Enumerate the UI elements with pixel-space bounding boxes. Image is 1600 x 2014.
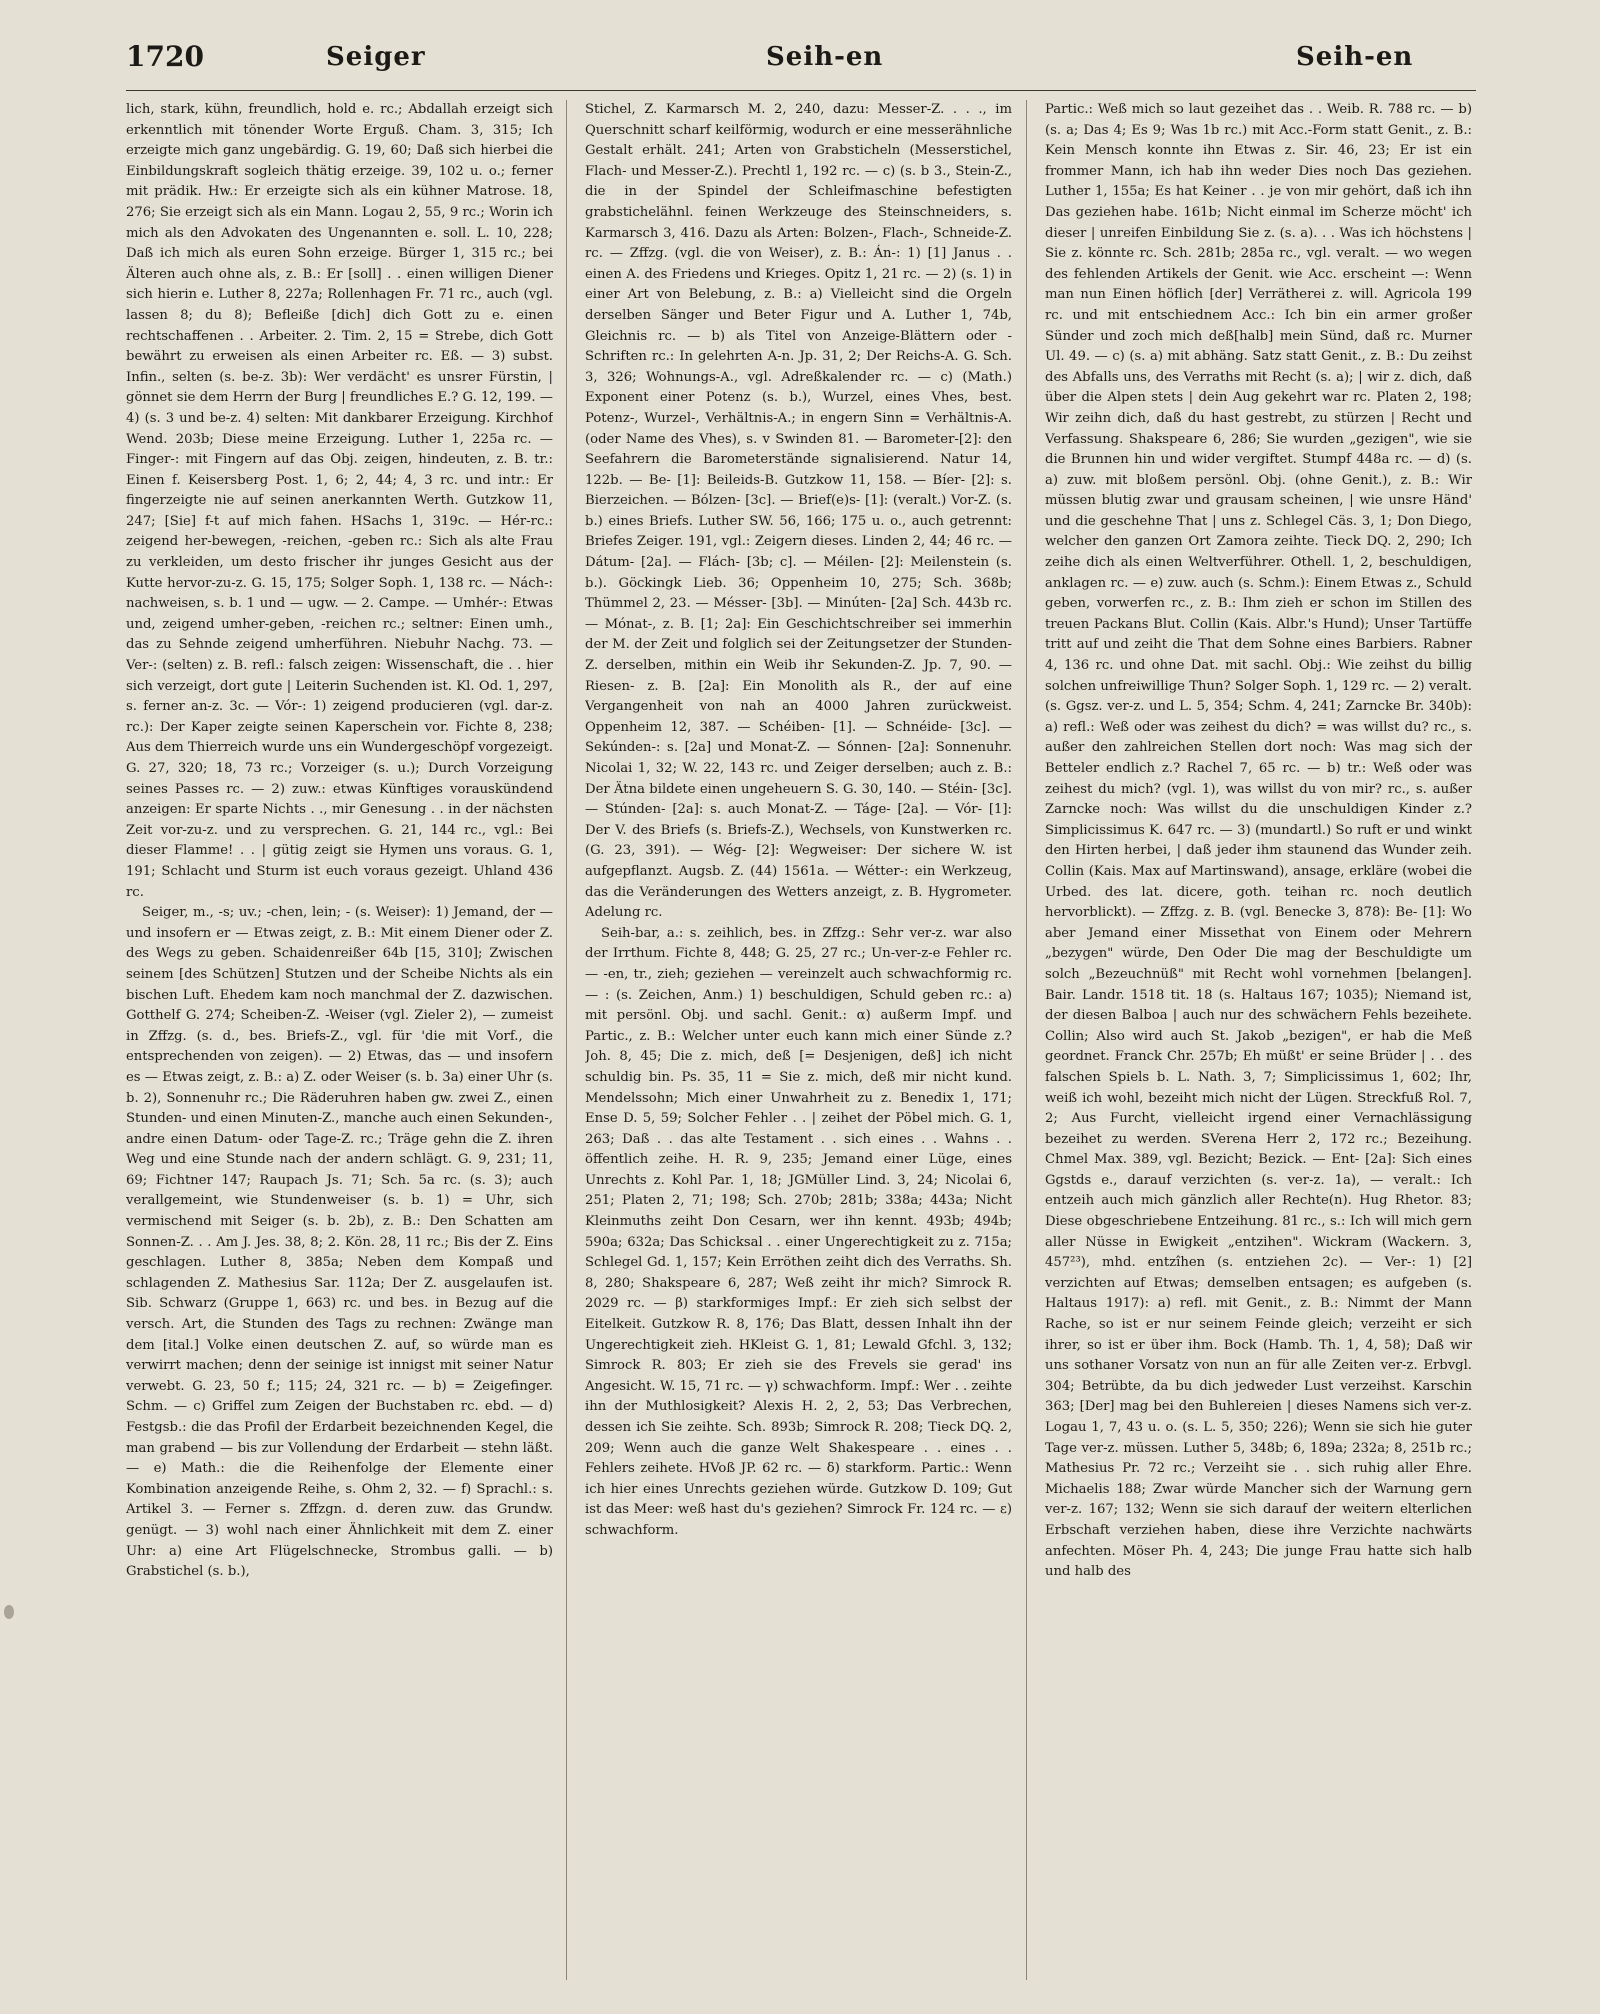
ink-smudge — [4, 1605, 14, 1619]
entry-seihbar: Seih-bar, a.: s. zeihlich, bes. in Zffzg.: Sehr ver-z. war also der Irrthum. Fichte 8, 448; G. 25, 27 rc.; Un-ver-z-e Fehler rc. — -en, tr., zieh; geziehen — vereinzelt auch schwachformig rc. — : (s. Zeichen, Anm.) 1) beschuldigen, Schuld geben rc.: a) mit persönl. Obj. und sachl. Genit.: α) außerm Impf. und Partic., z. B.: Welcher unter euch kann mich einer Sünde z.? Joh. 8, 45; Die z. mich, deß [= Desjenigen, deß] ich nicht schuldig bin. Ps. 35, 11 = Sie z. mich, deß mir nicht kund. Mendelssohn; Mich einer Unwahrheit zu z. Benedix 1, 171; Ense D. 5, 59; Solcher Fehler . . | zeihet der Pöbel mich. G. 1, 263; Daß . . das alte Testament . . sich eines . . Wahns . . öffentlich zeihe. H. R. 9, 235; Jemand einer Lüge, eines Unrechts z. Kohl Par. 1, 18; JGMüller Lind. 3, 24; Nicolai 6, 251; Platen 2, 71; 198; Sch. 270b; 281b; 338a; 443a; Nicht Kleinmuths zeiht Don Cesarn, wer ihn kennt. 493b; 494b; 590a; 632a; Das Schicksal . . einer Ungerechtigkeit zu z. 715a; Schlegel Gd. 1, 157; Kein Erröthen zeiht dich des Verraths. Sh. 8, 280; Shakspeare 6, 287; Weß zeiht ihr mich? Simrock R. 2029 rc. — β) starkformiges Impf.: Er zieh sich selbst der Eitelkeit. Gutzkow R. 8, 176; Das Blatt, dessen Inhalt ihn der Ungerechtigkeit zieh. HKleist G. 1, 81; Lewald Gfchl. 3, 132; Simrock R. 803; Er zieh sie des Frevels sie gerad' ins Angesicht. W. 15, 71 rc. — γ) schwachform. Impf.: Wer . . zeihte ihn der Muthlosigkeit? Alexis H. 2, 2, 53; Das Verbrechen, dessen ich Sie zeihte. Sch. 893b; Simrock R. 208; Tieck DQ. 2, 209; Wenn auch die ganze Welt Shakespeare . . eines . . Fehlers zeihete. HVoß JP. 62 rc. — δ) starkform. Partic.: Wenn ich hier eines Unrechts geziehen würde. Gutzkow D. 109; Gut ist das Meer: weß hast du's geziehen? Simrock Fr. 124 rc. — ε) schwachform. — [585, 925, 1012, 1538]
page-number: 1720 — [126, 40, 204, 73]
column-2 — [585, 100, 1012, 1980]
column-3 — [1045, 100, 1472, 1980]
headword-right: Seih-en — [1296, 42, 1414, 72]
entry-text: Stichel, Z. Karmarsch M. 2, 240, dazu: Messer-Z. . . ., im Querschnitt scharf keilförmig, wodurch er eine messerähnliche Gestalt erhält. 241; Arten von Grabsticheln (Messerstichel, Flach- und Messer-Z.). Prechtl 1, 192 rc. — c) (s. b 3., Stein-Z., die in der Spindel der Schleifmaschine befestigten grabstichelähnl. feinen Werkzeuge des Steinschneiders, s. Karmarsch 3, 416. Dazu als Arten: Bolzen-, Flach-, Schneide-Z. rc. — Zffzg. (vgl. die von Weiser), z. B.: Án-: 1) [1] Janus . . einen A. des Friedens und Krieges. Opitz 1, 21 rc. — 2) (s. 1) in einer Art von Belebung, z. B.: a) Vielleicht sind die Orgeln derselben Sänger und Beter Figur und A. Luther 1, 74b, Gleichnis rc. — b) als Titel von Anzeige-Blättern oder -Schriften rc.: In gelehrten A-n. Jp. 31, 2; Der Reichs-A. G. Sch. 3, 326; Wohnungs-A., vgl. Adreßkalender rc. — c) (Math.) Exponent einer Potenz (s. b.), Wurzel, eines Vhes, best. Potenz-, Wurzel-, Verhältnis-A.; in engern Sinn = Verhältnis-A. (oder Name des Vhes), s. v Swinden 81. — Barometer-[2]: den Seefahrern die Barometerstände signalisierend. Natur 14, 122b. — Be- [1]: Beileids-B. Gutzkow 11, 158. — Bíer- [2]: s. Bierzeichen. — Bólzen- [3c]. — Brief(e)s- [1]: (veralt.) Vor-Z. (s. b.) eines Briefs. Luther SW. 56, 166; 175 u. o., auch getrennt: Briefes Zeiger. 191, vgl.: Zeigern dieses. Linden 2, 44; 46 rc. — Dátum- [2a]. — Flách- [3b; c]. — Méilen- [2]: Meilenstein (s. b.). Göckingk Lieb. 36; Oppenheim 10, 275; Sch. 368b; Thümmel 2, 23. — Mésser- [3b]. — Minúten- [2a] Sch. 443b rc. — Mónat-, z. B. [1; 2a]: Ein Geschichtschreiber sei immerhin der M. der Zeit und folglich sei der Zeitungsetzer der Stunden-Z. derselben, mithin ein Weib ihr Sekunden-Z. Jp. 7, 90. — Riesen- z. B. [2a]: Ein Monolith als R., der auf eine Vergangenheit von nah an 4000 Jahren zurückweist. Oppenheim 12, 387. — Schéiben- [1]. — Schnéide- [3c]. — Sekúnden-: s. [2a] und Monat-Z. — Sónnen- [2a]: Sonnenuhr. Nicolai 1, 32; W. 22, 143 rc. und Zeiger derselben; auch z. B.: Der Ätna bildete einen ungeheuern S. G. 30, 140. — Stéin- [3c]. — Stúnden- [2a]: s. auch Monat-Z. — Táge- [2a]. — Vór- [1]: Der V. des Briefs (s. Briefs-Z.), Wechsels, von Kunstwerken rc. (G. 23, 391). — Wég- [2]: Wegweiser: Der sichere W. ist aufgepflanzt. Augsb. Z. (44) 1561a. — Wétter-: ein Werkzeug, das die Veränderungen des Wetters anzeigt, z. B. Hygrometer. Adelung rc. — [585, 102, 1012, 921]
running-header — [126, 40, 1476, 90]
column-separator — [566, 100, 567, 1980]
column-separator — [1026, 100, 1027, 1980]
entry-seiger: Seiger, m., -s; uv.; -chen, lein; - (s. Weiser): 1) Jemand, der — und insofern er — Etwas zeigt, z. B.: Mit einem Diener oder Z. des Wegs zu geben. Schaidenreißer 64b [15, 310]; Zwischen seinem [des Schützen] Stutzen und der Scheibe Nichts als ein bischen Luft. Ehedem kam noch manchmal der Z. dazwischen. Gotthelf G. 274; Scheiben-Z. -Weiser (vgl. Zieler 2), — zumeist in Zffzg. (s. d., bes. Briefs-Z., vgl. für 'die mit Vorf., die entsprechenden von zeigen). — 2) Etwas, das — und insofern es — Etwas zeigt, z. B.: a) Z. oder Weiser (s. b. 3a) einer Uhr (s. b. 2), Sonnenuhr rc.; Die Räderuhren haben gw. zwei Z., einen Stunden- und einen Minuten-Z., manche auch einen Sekunden-, andre einen Datum- oder Tage-Z. rc.; Träge gehn die Z. ihren Weg und eine Stunde nach der andern schlägt. G. 9, 231; 11, 69; Fichtner 147; Raupach Js. 71; Sch. 5a rc. (s. 3); auch verallgemeint, wie Stundenweiser (s. b. 1) = Uhr, sich vermischend mit Seiger (s. b. 2b), z. B.: Den Schatten am Sonnen-Z. . . Am J. Jes. 38, 8; 2. Kön. 28, 11 rc.; Bis der Z. Eins geschlagen. Luther 8, 385a; Neben dem Kompaß und schlagenden Z. Mathesius Sar. 112a; Der Z. ausgelaufen ist. Sib. Schwarz (Gruppe 1, 663) rc. und bes. in Bezug auf die versch. Art, die Stunden des Tags zu rechnen: Zwänge man dem [ital.] Volke einen deutschen Z. auf, so würde man es verwirrt machen; denn der seinige ist innigst mit seiner Natur verwebt. G. 23, 50 f.; 115; 24, 321 rc. — b) = Zeigefinger. Schm. — c) Griffel zum Zeigen der Buchstaben rc. ebd. — d) Festgsb.: die das Profil der Erdarbeit bezeichnenden Kegel, die man grabend — bis zur Vollendung der Erdarbeit — stehn läßt. — e) Math.: die die Reihenfolge der Elemente einer Kombination anzeigende Reihe, s. Ohm 2, 32. — f) Sprachl.: s. Artikel 3. — Ferner s. Zffzgn. d. deren zuw. das Grundw. genügt. — 3) wohl nach einer Ähnlichkeit mit dem Z. einer Uhr: a) eine Art Flügelschnecke, Strombus galli. — b) Grabstichel (s. b.), — [126, 905, 553, 1580]
header-rule — [126, 90, 1476, 91]
column-1 — [126, 100, 553, 1980]
entry-text: lich, stark, kühn, freundlich, hold e. rc.; Abdallah erzeigt sich erkenntlich mit tönender Worte Erguß. Cham. 3, 315; Ich erzeigte mich ganz ungebärdig. G. 19, 60; Daß sich hierbei die Einbildungskraft sogleich thätig erzeige. 39, 102 u. o.; ferner mit prädik. Hw.: Er erzeigte sich als ein kühner Matrose. 18, 276; Sie erzeigt sich als ein Mann. Logau 2, 55, 9 rc.; Worin ich mich als den Advokaten des Ungenannten e. soll. L. 10, 228; Daß ich mich als euren Sohn erzeige. Bürger 1, 315 rc.; bei Älteren auch ohne als, z. B.: Er [soll] . . einen willigen Diener sich hierin e. Luther 8, 227a; Rollenhagen Fr. 71 rc., auch (vgl. lassen 8; du 8); Befleiße [dich] dich Gott zu e. einen rechtschaffenen . . Arbeiter. 2. Tim. 2, 15 = Strebe, dich Gott bewährt zu erweisen als einen Arbeiter rc. Eß. — 3) subst. Infin., selten (s. be-z. 3b): Wer verdächt' es unsrer Fürstin, | gönnet sie dem Herrn der Burg | freundliches E.? G. 12, 199. — 4) (s. 3 und be-z. 4) selten: Mit dankbarer Erzeigung. Kirchhof Wend. 203b; Diese meine Erzeigung. Luther 1, 225a rc. — Finger-: mit Fingern auf das Obj. zeigen, hindeuten, z. B. tr.: Einen f. Keisersberg Post. 1, 6; 2, 44; 4, 3 rc. und intr.: Er fingerzeigte nie auf seinen anerkannten Werth. Gutzkow 11, 247; [Sie] f-t auf mich fahen. HSachs 1, 319c. — Hér-rc.: zeigend her-bewegen, -reichen, -geben rc.: Sich als alte Frau zu verkleiden, um desto frischer ihr junges Gesicht aus der Kutte hervor-zu-z. G. 15, 175; Solger Soph. 1, 138 rc. — Nách-: nachweisen, s. b. 1 und — ugw. — 2. Campe. — Umhér-: Etwas und, zeigend umher-geben, -reichen rc.; seltner: Einen umh., das zu Sehnde zeigend umherführen. Niebuhr Nachg. 73. — Ver-: (selten) z. B. refl.: falsch zeigen: Wissenschaft, die . . hier sich verzeigt, dort gute | Leiterin Suchenden ist. Kl. Od. 1, 297, s. ferner an-z. 3c. — Vór-: 1) zeigend producieren (vgl. dar-z. rc.): Der Kaper zeigte seinen Kaperschein vor. Fichte 8, 238; Aus dem Thierreich wurde uns ein Wundergeschöpf vorgezeigt. G. 27, 320; 18, 73 rc.; Vorzeiger (s. u.); Durch Vorzeigung seines Passes rc. — 2) zuw.: etwas Künftiges vorauskündend anzeigen: Er sparte Nichts . ., mir Genesung . . in der nächsten Zeit vor-zu-z. und zu versprechen. G. 21, 144 rc., vgl.: Bei dieser Flamme! . . | gütig zeigt sie Hymen uns voraus. G. 1, 191; Schlacht und Sturm ist euch voraus gezeigt. Uhland 436 rc. — [126, 102, 553, 900]
entry-text: Partic.: Weß mich so laut gezeihet das . . Weib. R. 788 rc. — b) (s. a; Das 4; Es 9; Was 1b rc.) mit Acc.-Form statt Genit., z. B.: Kein Mensch konnte ihn Etwas z. Sir. 46, 23; Er ist ein frommer Mann, ich hab ihn weder Dies noch Das geziehen. Luther 1, 155a; Es hat Keiner . . je von mir gehört, daß ich ihn Das geziehen habe. 161b; Nicht einmal im Scherze möcht' ich dieser | unreifen Einbildung Sie z. (s. a). . . Was ich höchstens | Sie z. könnte rc. Sch. 281b; 285a rc., vgl. veralt. — wo wegen des fehlenden Artikels der Genit. wie Acc. erscheint —: Wenn man nun Einen höflich [der] Verrätherei z. will. Agricola 199 rc. und mit entschiednem Acc.: Ich bin ein armer großer Sünder und zoch mich deß[halb] mein Sünd, daß rc. Murner Ul. 49. — c) (s. a) mit abhäng. Satz statt Genit., z. B.: Du zeihst des Abfalls uns, des Verraths mit Recht (s. a); | wir z. dich, daß über die Alpen stets | dein Aug gekehrt war rc. Platen 2, 198; Wir zeihn dich, daß du hast gestrebt, zu stürzen | Recht und Verfassung. Shakspeare 6, 286; Sie wurden „gezigen", wie sie die Brunnen hin und wider vergiftet. Stumpf 448a rc. — d) (s. a) zuw. mit bloßem persönl. Obj. (ohne Genit.), z. B.: Wir müssen blutig zwar und grausam scheinen, | wie unsre Händ' und die geschehne That | uns z. Schlegel Cäs. 3, 1; Don Diego, welcher den ganzen Ort Zamora zeihte. Tieck DQ. 2, 290; Ich zeihe dich als einen Weltverführer. Othell. 1, 2, beschuldigen, anklagen rc. — e) zuw. auch (s. Schm.): Einem Etwas z., Schuld geben, vorwerfen rc., z. B.: Ihm zieh er schon im Stillen des treuen Packans Blut. Collin (Kais. Albr.'s Hund); Unser Tartüffe tritt auf und zeiht die That dem Sohne eines Barbiers. Rabner 4, 136 rc. und ohne Dat. mit sachl. Obj.: Wie zeihst du billig solchen unfreiwillige Thun? Solger Soph. 1, 129 rc. — 2) veralt. (s. Ggsz. ver-z. und L. 5, 354; Schm. 4, 241; Zarncke Br. 340b): a) refl.: Weß oder was zeihest du dich? = was willst du? rc., s. außer den zahlreichen Stellen dort noch: Was mag sich der Betteler endlich z.? Rachel 7, 65 rc. — b) tr.: Weß oder was zeihest du mich? (vgl. 1), was willst du von mir? rc., s. außer Zarncke noch: Was willst du die unschuldigen Kinder z.? Simplicissimus K. 647 rc. — 3) (mundartl.) So ruft er und winkt den Hirten herbei, | daß jeder ihm staunend das Wunder zeih. Collin (Kais. Max auf Martinswand), ansage, erkläre (wobei die Urbed. des lat. dicere, goth. teihan rc. noch deutlich hervorblickt). — Zffzg. z. B. (vgl. Benecke 3, 878): Be- [1]: Wo aber Jemand einer Missethat von Einem oder Mehrern „bezygen" würde, Den Oder Die mag der Beschuldigte um solch „Bezeuchnüß" mit Recht wohl vornehmen [belangen]. Bair. Landr. 1518 tit. 18 (s. Haltaus 167; 1035); Niemand ist, der diesen Balboa | auch nur des schwächern Fehls bezeihete. Collin; Also wird auch St. Jakob „bezigen", er hab die Meß geordnet. Franck Chr. 257b; Eh müßt' er seine Brüder | . . des falschen Spiels b. L. Nath. 3, 7; Simplicissimus 1, 602; Ihr, weiß ich wohl, bezeiht mich nicht der Lügen. Streckfuß Rol. 7, 2; Aus Furcht, vielleicht irgend einer Vernachlässigung bezeihet zu werden. SVerena Herr 2, 172 rc.; Bezeihung. Chmel Max. 389, vgl. Bezicht; Bezick. — Ent- [2a]: Sich eines Ggstds e., darauf verzichten (s. ver-z. 1a), — veralt.: Ich entzeih auch mich gänzlich aller Rechte(n). Hug Rhetor. 83; Diese obgeschriebene Entzeihung. 81 rc., s.: Ich will mich gern aller Nüsse in Ewigkeit „entzihen". Wickram (Wackern. 3, 457²³), mhd. entzîhen (s. entziehen 2c). — Ver-: 1) [2] verzichten auf Etwas; demselben entsagen; es aufgeben (s. Haltaus 1917): a) refl. mit Genit., z. B.: Nimmt der Mann Rache, so ist er nur seinem Feinde gleich; verzeiht er sich ihrer, so ist er über ihm. Bock (Hamb. Th. 1, 4, 58); Daß wir uns sothaner Vorsatz von nun an für alle Zeiten ver-z. Erbvgl. 304; Betrübte, da bu dich jedweder Lust verzeihst. Karschin 363; [Der] mag bei den Buhlereien | dieses Namens sich ver-z. Logau 1, 7, 43 u. o. (s. L. 5, 350; 226); Wenn sie sich hie guter Tage ver-z. müssen. Luther 5, 348b; 6, 189a; 232a; 8, 251b rc.; Mathesius Pr. 72 rc.; Verzeiht sie . . sich ruhig aller Ehre. Michaelis 188; Zwar würde Mancher sich der Warnung gern ver-z. 167; 132; Wenn sie sich darauf der weitern elterlichen Erbschaft verziehen haben, diese ihre Verzichte nachwärts anfechten. Möser Ph. 4, 243; Die junge Frau hatte sich halb und halb des — [1045, 102, 1472, 1580]
headword-left: Seiger — [326, 42, 426, 72]
headword-center: Seih-en — [766, 42, 884, 72]
